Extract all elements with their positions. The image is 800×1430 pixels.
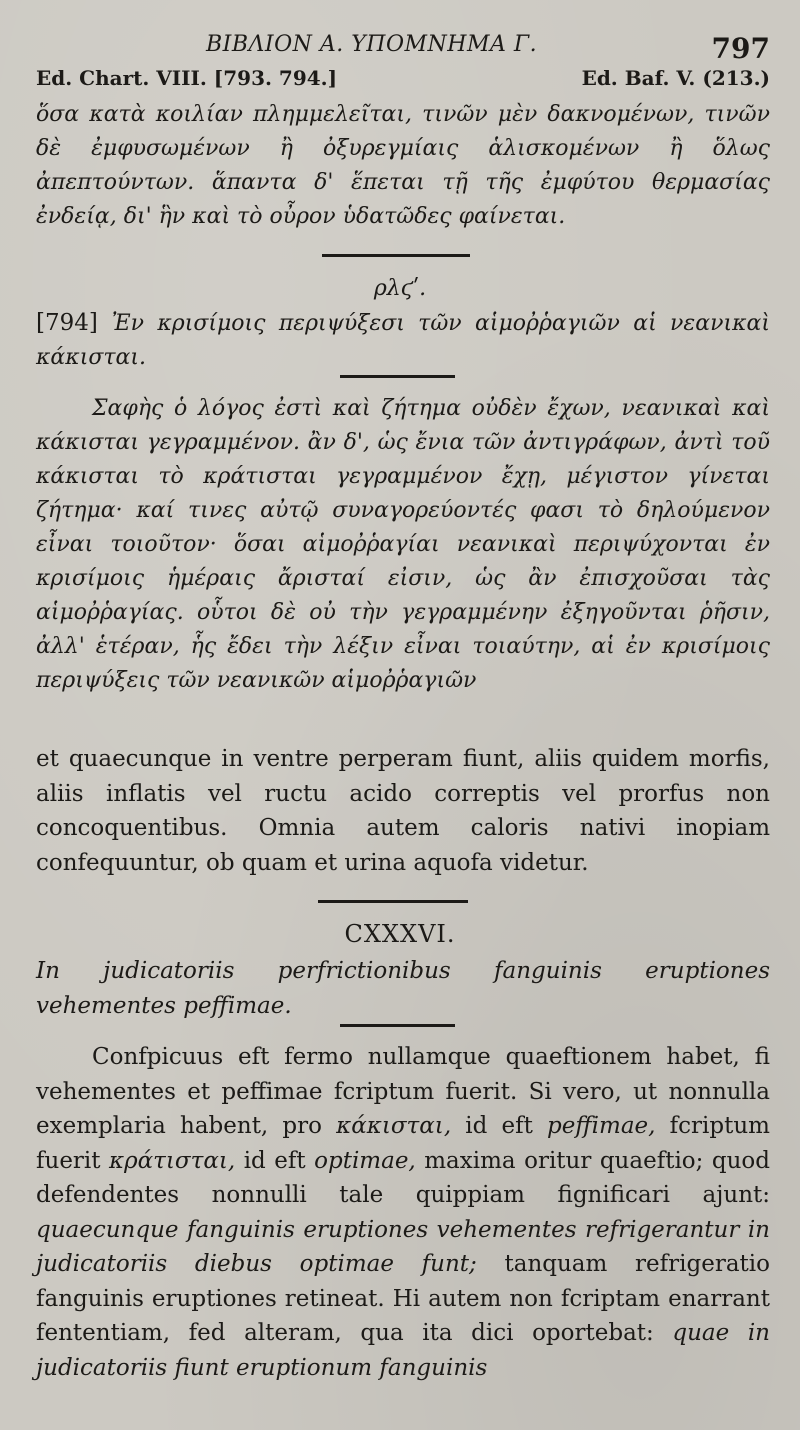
- latin-italic-quotation-end: quae in judicatoriis fiunt eruptionum fanguinis: [36, 1320, 770, 1381]
- latin-aphorism-divider: [340, 1024, 455, 1027]
- latin-commentary-text: id eft: [235, 1147, 315, 1174]
- edition-line: [36, 66, 770, 96]
- greek-aphorism-block: [36, 306, 770, 375]
- running-head: [36, 30, 770, 64]
- latin-commentary-text: Confpicuus eft fermo nullamque quaeftionem habet, fi vehementes et peffimae fcriptum fuerit. Si vero, ut nonnulla exemplaria habent, pro: [36, 1044, 770, 1139]
- page-number: 797: [711, 32, 770, 65]
- greek-continuation: ὅσα κατὰ κοιλίαν πλημμελεῖται, τινῶν μὲν δακνομένων, τινῶν δὲ ἐμφυσωμένων ἢ ὀξυρεγμίαις ἁλισκομένων ἢ ὅλως ἀπεπτούντων. ἅπαντα δ' ἕπεται τῇ τῆς ἐμφύτου θερμασίας ἐνδείᾳ, δι' ἣν καὶ τὸ οὖρον ὑδατῶδες φαίνεται.: [36, 102, 770, 229]
- greek-aphorism: Ἐν κρισίμοις περιψύξεσι τῶν αἱμοῤῥαγιῶν αἱ νεανικαὶ κάκισται.: [36, 311, 770, 370]
- latin-section-number: CXXXVI.: [344, 920, 456, 948]
- latin-commentary-text: id eft: [451, 1113, 548, 1139]
- greek-word-kratistai: κράτισται,: [109, 1147, 236, 1174]
- edition-chartier: Ed. Chart. VIII. [793. 794.]: [36, 66, 338, 90]
- latin-italic-optimae: optimae,: [314, 1147, 416, 1174]
- latin-commentary-text: fcriptum fuerit: [36, 1113, 770, 1174]
- greek-commentary: Σαφὴς ὁ λόγος ἐστὶ καὶ ζήτημα οὐδὲν ἔχων, νεανικαὶ καὶ κάκισται γεγραμμένον. ἂν δ', ὡς ἔνια τῶν ἀντιγράφων, ἀντὶ τοῦ κάκισται τὸ κράτισται γεγραμμένον ἔχῃ, μέγιστον γίνεται ζήτημα· καί τινες αὐτῷ συναγορεύοντές φασι τὸ δηλούμενον εἶναι τοιοῦτον· ὅσαι αἱμοῤῥαγίαι νεανικαὶ περιψύχονται ἐν κρισίμοις ἡμέραις ἄρισταί εἰσιν, ὡς ἂν ἐπισχοῦσαι τὰς αἱμοῤῥαγίας. οὗτοι δὲ οὐ τὴν γεγραμμένην ἐξηγοῦνται ῥῆσιν, ἀλλ' ἑτέραν, ἧς ἔδει τὴν λέξιν εἶναι τοιαύτην, αἱ ἐν κρισίμοις περιψύξεις τῶν νεανικῶν αἱμοῤῥαγιῶν: [36, 396, 770, 693]
- latin-section-divider: [318, 900, 468, 903]
- latin-aphorism: In judicatoriis perfrictionibus fanguinis eruptiones vehementes peffimae.: [36, 958, 770, 1019]
- latin-commentary-text: maxima oritur quaeftio; quod defendentes nonnulli tale quippiam fignificari ajunt:: [36, 1147, 770, 1208]
- latin-commentary: [36, 1040, 770, 1385]
- greek-aphorism-ref: [794]: [36, 310, 98, 336]
- latin-commentary-text: tanquam refrigeratio fanguinis eruptiones retineat. Hi autem non fcriptam enarrant fententiam, fed alteram, qua ita dici oportebat:: [36, 1251, 770, 1346]
- aphorism-divider: [340, 375, 455, 378]
- latin-italic-quotation: quaecunque fanguinis eruptiones vehementes refrigerantur in judicatoriis diebus optimae funt;: [36, 1216, 770, 1277]
- latin-italic-pessimae: peffimae,: [547, 1113, 656, 1139]
- edition-basel: Ed. Baf. V. (213.): [581, 66, 770, 90]
- running-head-title: ΒΙΒΛΙΟΝ Α. ΥΠΟΜΝΗΜΑ Γ.: [206, 32, 538, 57]
- latin-continuation: et quaecunque in ventre perperam fiunt, aliis quidem morfis, aliis inflatis vel ructu acido correptis vel prorfus non concoquentibus. Omnia autem caloris nativi inopiam confequuntur, ob quam et urina aquofa videtur.: [36, 746, 770, 876]
- greek-section-number: ρλϛʹ.: [373, 276, 427, 301]
- section-divider: [322, 254, 470, 257]
- greek-word-kakistai: κάκισται,: [336, 1113, 452, 1139]
